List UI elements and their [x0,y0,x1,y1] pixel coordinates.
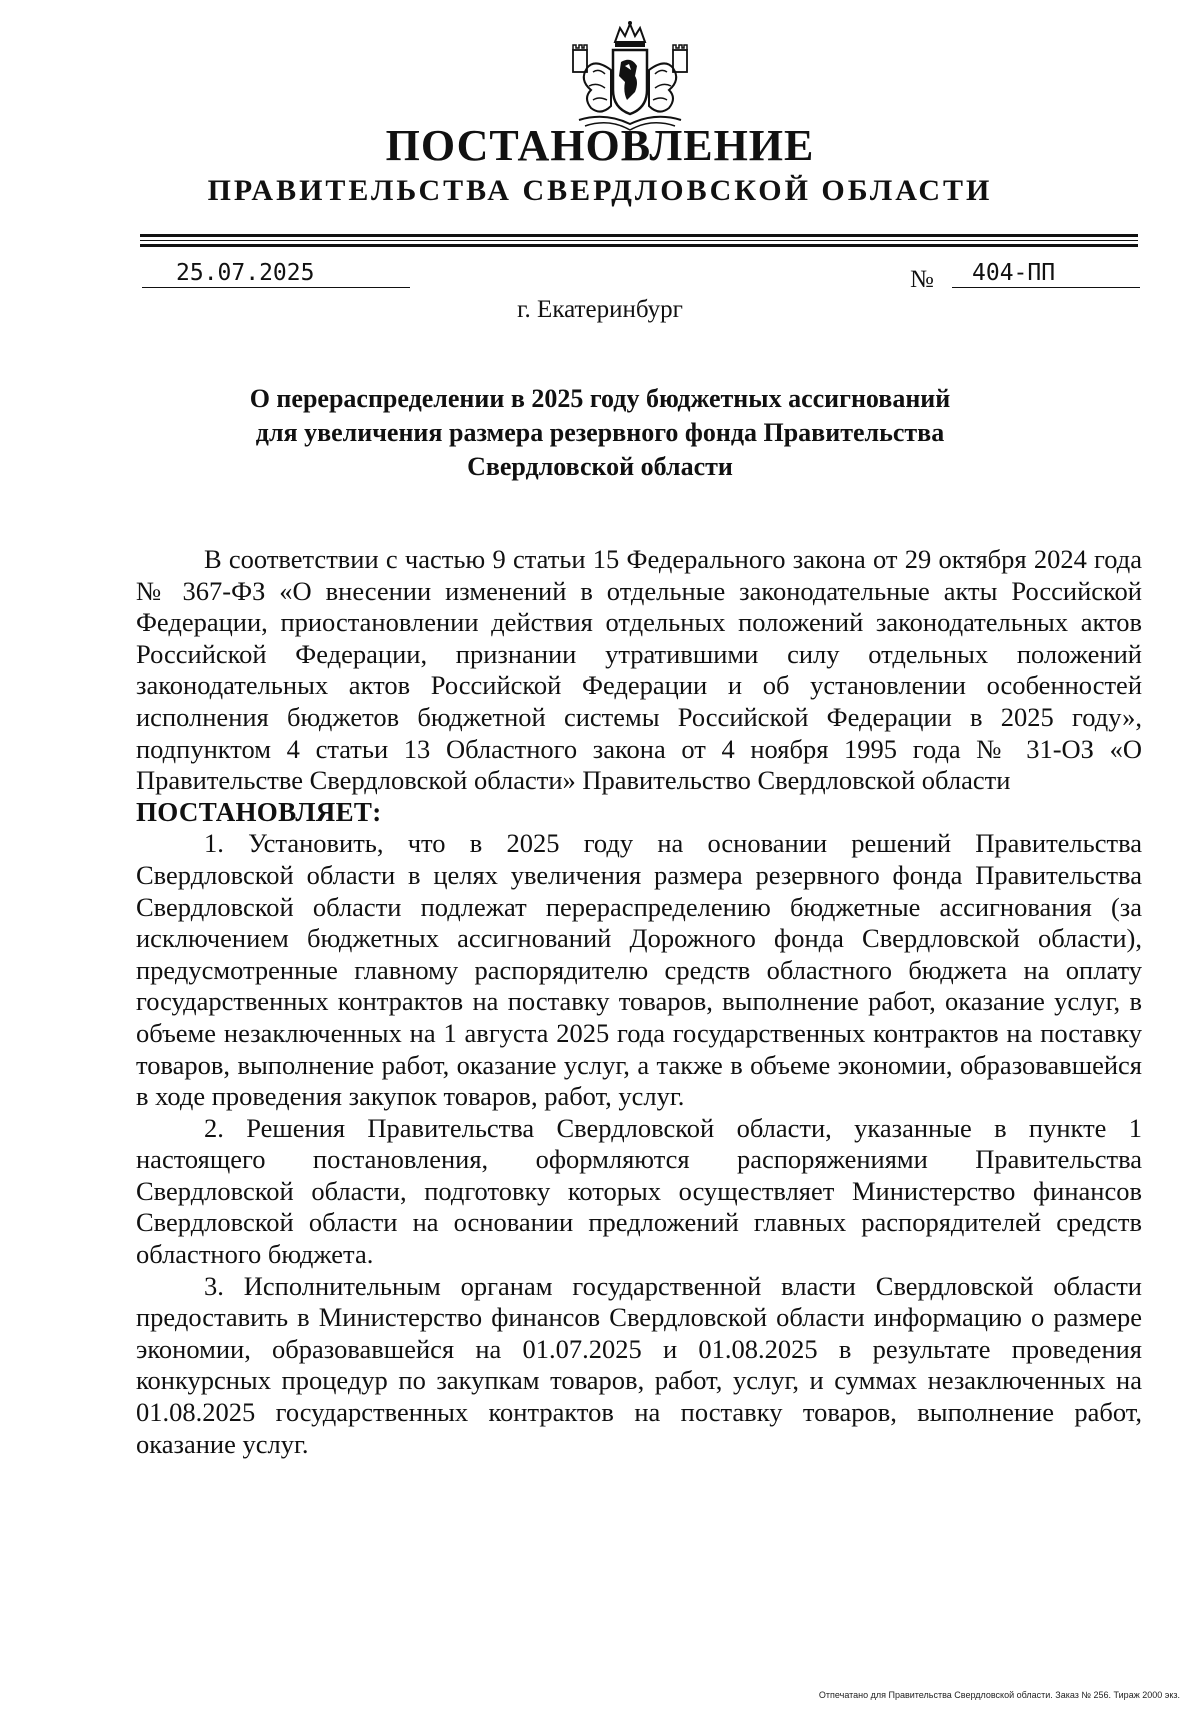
document-number-label: № [910,266,934,293]
header-divider [140,244,1138,247]
document-number: 404-ПП [952,258,1140,288]
decree-item-2: 2. Решения Правительства Свердловской области, указанные в пункте 1 настоящего постановления, оформляются распоряжениями Правительства Свердловской области, подготовку которых осуществляет Министерство финансов Свердловской области на основании предложений главных распорядителей средств областного бюджета. [136,1112,1142,1270]
document-heading [200,382,1000,484]
sverdlovsk-coat-of-arms-icon [565,20,695,135]
document-city: г. Екатеринбург [517,296,683,323]
preamble-paragraph: В соответствии с частью 9 статьи 15 Федерального закона от 29 октября 2024 года № 367-ФЗ «О внесении изменений в отдельные законодательные акты Российской Федерации, приостановлении действия отдельных положений законодательных актов Российской Федерации, признании утратившими силу отдельных положений законодательных актов Российской Федерации и об установлении особенностей исполнения бюджетов бюджетной системы Российской Федерации в 2025 году», подпунктом 4 статьи 13 Областного закона от 4 ноября 1995 года № 31-ОЗ «О Правительстве Свердловской области» Правительство Свердловской области [136,544,1142,796]
heading-line: О перераспределении в 2025 году бюджетных ассигнований [249,384,951,413]
document-body [136,544,1142,1460]
heading-line: Свердловской области [467,452,733,481]
heading-line: для увеличения размера резервного фонда Правительства [255,418,945,447]
document-title: ПОСТАНОВЛЕНИЕ [385,121,815,170]
decree-item-1: 1. Установить, что в 2025 году на основании решений Правительства Свердловской области в целях увеличения размера резервного фонда Правительства Свердловской области подлежат перераспределению бюджетные ассигнования (за исключением бюджетных ассигнований Дорожного фонда Свердловской области), предусмотренные главному распорядителю средств областного бюджета на оплату государственных контрактов на поставку товаров, выполнение работ, оказание услуг, в объеме незаключенных на 1 августа 2025 года государственных контрактов на поставку товаров, выполнение работ, оказание услуг, а также в объеме экономии, образовавшейся в ходе проведения закупок товаров, работ, услуг. [136,828,1142,1112]
print-note: Отпечатано для Правительства Свердловской области. Заказ № 256. Тираж 2000 экз. [818,1690,1180,1700]
document-date: 25.07.2025 [142,258,410,288]
document-subtitle: ПРАВИТЕЛЬСТВА СВЕРДЛОВСКОЙ ОБЛАСТИ [207,174,993,207]
decree-item-3: 3. Исполнительным органам государственной власти Свердловской области предоставить в Министерство финансов Свердловской области информацию о размере экономии, образовавшейся на 01.07.2025 и 01.08.2025 в результате проведения конкурсных процедур по закупкам товаров, работ, услуг, и суммах незаключенных на 01.08.2025 государственных контрактов на поставку товаров, выполнение работ, оказание услуг. [136,1270,1142,1459]
header-divider-thin [140,240,1138,241]
header-divider [140,234,1138,237]
decree-keyword: ПОСТАНОВЛЯЕТ: [136,796,382,827]
